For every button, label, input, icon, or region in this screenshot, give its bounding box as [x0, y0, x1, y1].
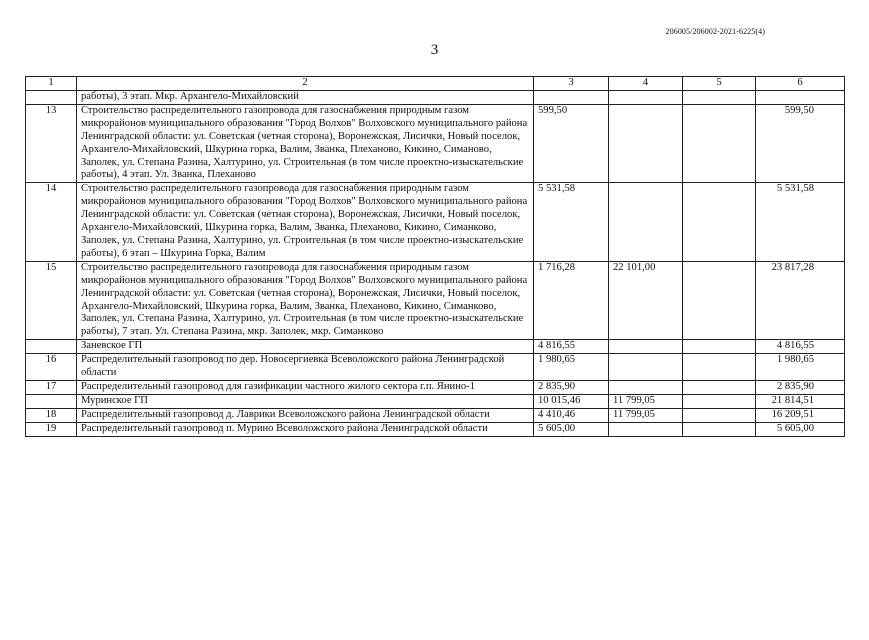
row-description: Распределительный газопровод для газификации частного жилого сектора г.п. Янино-1	[77, 380, 534, 394]
row-description: Распределительный газопровод д. Лаврики Всеволожского района Ленинградской области	[77, 408, 534, 422]
row-description: Строительство распределительного газопровода для газоснабжения природным газом микрорайонов муниципального образования "Город Волхов" Волховского муниципального района Ленинградской области: ул. Советская (четная сторона), Воронежская, Лисички, Новый поселок, Архангело-Михайловский, Шкурина горка, Валим, Званка, Плеханово, Кикино, Симанково, Заполек, ул. Степана Разина, Халтурино, ул. Строительная (в том числе проектно-изыскательские работы), 7 этап. Ул. Степана Разина, мкр. Заполек, мкр. Симанково	[77, 261, 534, 339]
col4-value	[609, 380, 683, 394]
row-number: 19	[26, 422, 77, 436]
col3-value: 599,50	[534, 104, 609, 182]
row-number: 13	[26, 104, 77, 182]
col3-value: 1 980,65	[534, 354, 609, 381]
table-row	[26, 422, 845, 436]
col5-value	[683, 91, 756, 105]
col3-value: 4 816,55	[534, 340, 609, 354]
row-number: 16	[26, 354, 77, 381]
table-row	[26, 340, 845, 354]
col6-value: 23 817,28	[756, 261, 845, 339]
col6-value: 4 816,55	[756, 340, 845, 354]
header-cell: 6	[756, 77, 845, 91]
table-row	[26, 380, 845, 394]
col3-value: 2 835,90	[534, 380, 609, 394]
col3-value: 5 605,00	[534, 422, 609, 436]
table-row	[26, 261, 845, 339]
row-description: Распределительный газопровод по дер. Новосергиевка Всеволожского района Ленинградской области	[77, 354, 534, 381]
col3-value: 4 410,46	[534, 408, 609, 422]
col3-value	[534, 91, 609, 105]
row-number	[26, 91, 77, 105]
table-row	[26, 91, 845, 105]
col4-value	[609, 354, 683, 381]
col4-value: 11 799,05	[609, 394, 683, 408]
table-row	[26, 354, 845, 381]
col5-value	[683, 183, 756, 261]
row-number: 14	[26, 183, 77, 261]
row-description: Строительство распределительного газопровода для газоснабжения природным газом микрорайонов муниципального образования "Город Волхов" Волховского муниципального района Ленинградской области: ул. Советская (четная сторона), Воронежская, Лисички, Новый поселок, Архангело-Михайловский, Шкурина горка, Валим, Званка, Плеханово, Кикино, Симанково, Заполек, ул. Степана Разина, Халтурино, ул. Строительная (в том числе проектно-изыскательские работы), 6 этап – Шкурина Горка, Валим	[77, 183, 534, 261]
col5-value	[683, 340, 756, 354]
col3-value: 10 015,46	[534, 394, 609, 408]
funding-table	[25, 76, 845, 437]
col6-value: 599,50	[756, 104, 845, 182]
row-description: Муринское ГП	[77, 394, 534, 408]
col5-value	[683, 408, 756, 422]
col6-value	[756, 91, 845, 105]
col4-value	[609, 183, 683, 261]
row-number: 18	[26, 408, 77, 422]
header-cell: 4	[609, 77, 683, 91]
document-number: 206005/206002-2021-6225(4)	[665, 27, 765, 36]
row-description: Распределительный газопровод п. Мурино Всеволожского района Ленинградской области	[77, 422, 534, 436]
header-cell: 2	[77, 77, 534, 91]
table-row	[26, 394, 845, 408]
col3-value: 1 716,28	[534, 261, 609, 339]
row-description: работы), 3 этап. Мкр. Архангело-Михайловский	[77, 91, 534, 105]
row-number: 17	[26, 380, 77, 394]
page-number: 3	[430, 42, 439, 58]
col6-value: 5 605,00	[756, 422, 845, 436]
table-row	[26, 408, 845, 422]
col6-value: 16 209,51	[756, 408, 845, 422]
col4-value	[609, 422, 683, 436]
row-number	[26, 340, 77, 354]
table-header-row	[26, 77, 845, 91]
row-number: 15	[26, 261, 77, 339]
col5-value	[683, 422, 756, 436]
col4-value	[609, 340, 683, 354]
row-number	[26, 394, 77, 408]
table-row	[26, 183, 845, 261]
col5-value	[683, 104, 756, 182]
header-cell: 1	[26, 77, 77, 91]
row-description: Строительство распределительного газопровода для газоснабжения природным газом микрорайонов муниципального образования "Город Волхов" Волховского муниципального района Ленинградской области: ул. Советская (четная сторона), Воронежская, Лисички, Новый поселок, Архангело-Михайловский, Шкурина горка, Валим, Званка, Плеханово, Кикино, Симаново, Заполек, ул. Степана Разина, Халтурино, ул. Строительная (в том числе проектно-изыскательские работы), 4 этап. Ул. Званка, Плеханово	[77, 104, 534, 182]
table-row	[26, 104, 845, 182]
col4-value	[609, 91, 683, 105]
col6-value: 1 980,65	[756, 354, 845, 381]
col5-value	[683, 380, 756, 394]
col6-value: 21 814,51	[756, 394, 845, 408]
header-cell: 5	[683, 77, 756, 91]
col3-value: 5 531,58	[534, 183, 609, 261]
header-cell: 3	[534, 77, 609, 91]
col4-value: 22 101,00	[609, 261, 683, 339]
col4-value: 11 799,05	[609, 408, 683, 422]
col5-value	[683, 354, 756, 381]
col6-value: 5 531,58	[756, 183, 845, 261]
col5-value	[683, 261, 756, 339]
col5-value	[683, 394, 756, 408]
col4-value	[609, 104, 683, 182]
col6-value: 2 835,90	[756, 380, 845, 394]
row-description: Заневское ГП	[77, 340, 534, 354]
